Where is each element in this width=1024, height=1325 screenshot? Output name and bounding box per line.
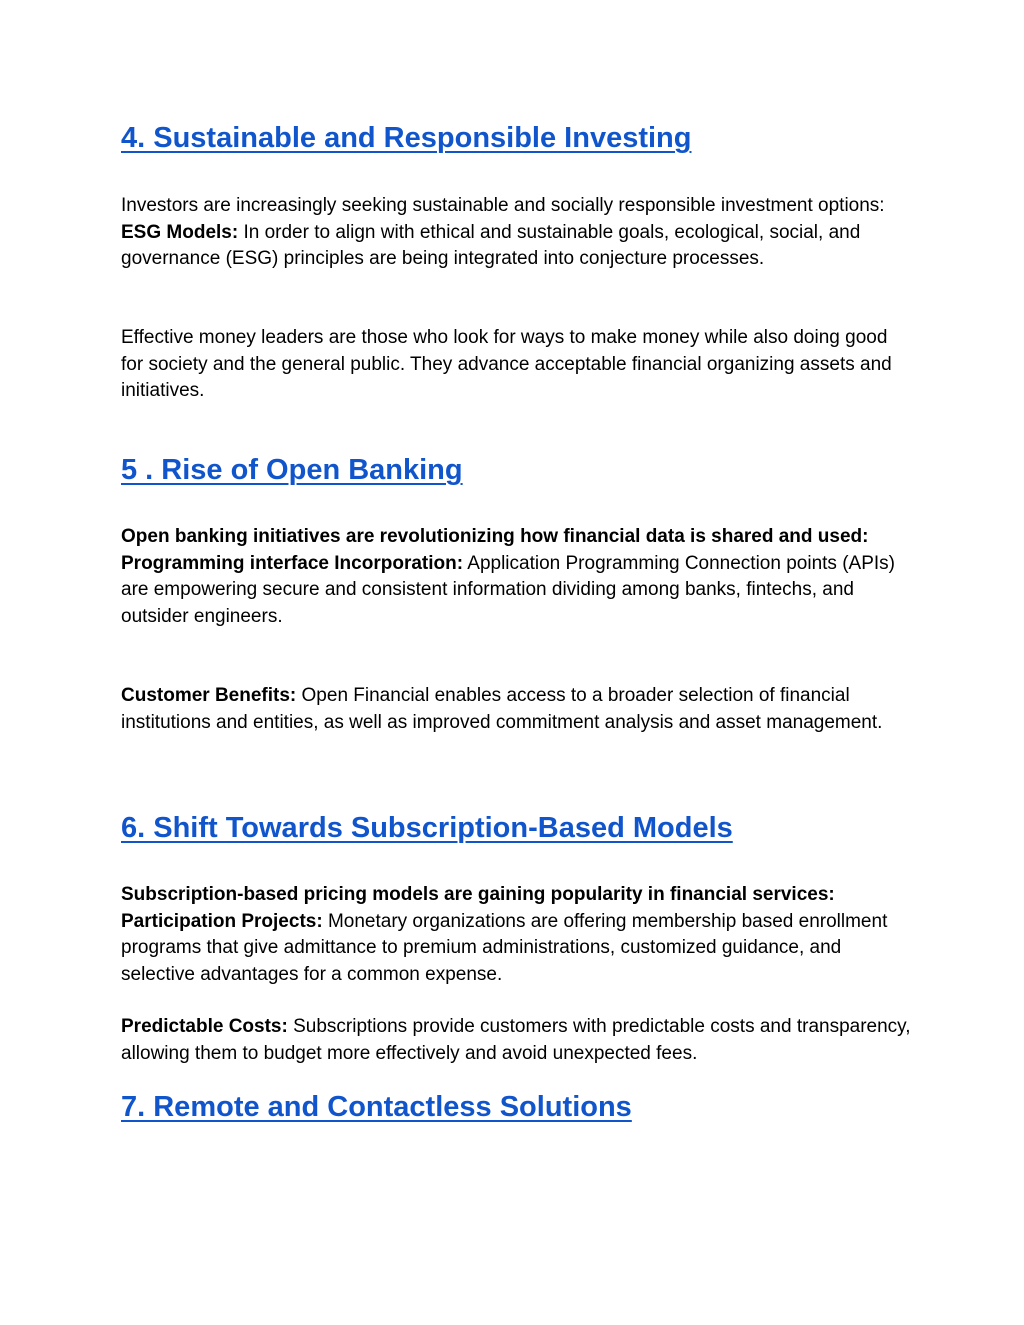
section-6-body [121,882,911,988]
section-4-esg-term: ESG Models: [121,221,239,243]
section-5-benefits-text: Open Financial enables access to a broader selection of financial institutions and entities, as well as improved commitment analysis and asset management. [121,685,883,733]
section-6-paragraph-2 [121,1014,911,1067]
section-5-api-text: Application Programming Connection points (APIs) are empowering secure and consistent information dividing among banks, fintechs, and outsider engineers. [121,552,895,627]
section-5-heading[interactable]: 5 . Rise of Open Banking [121,454,463,486]
section-6-costs-term: Predictable Costs: [121,1016,288,1037]
section-6-heading[interactable]: 6. Shift Towards Subscription-Based Models [121,812,733,844]
section-5-api-term: Programming interface Incorporation: [121,552,464,574]
section-4-heading[interactable]: 4. Sustainable and Responsible Investing [121,122,692,154]
section-6-intro: Subscription-based pricing models are gaining popularity in financial services: [121,884,835,905]
section-6-membership-term: Participation Projects: [121,910,323,932]
section-5-paragraph-2 [121,683,911,736]
section-5-benefits-term: Customer Benefits: [121,685,297,706]
section-4-esg-text: In order to align with ethical and sustainable goals, ecological, social, and governance (ESG) principles are being integrated into conjecture processes. [121,221,861,269]
section-4-intro: Investors are increasingly seeking sustainable and socially responsible investment options: [121,195,885,216]
section-7-heading[interactable]: 7. Remote and Contactless Solutions [121,1091,632,1123]
section-5-intro: Open banking initiatives are revolutionizing how financial data is shared and used: [121,526,869,547]
section-5-body [121,524,911,630]
section-6-membership-text: Monetary organizations are offering membership based enrollment programs that give admittance to premium administrations, customized guidance, and selective advantages for a common expense. [121,910,888,985]
section-4-body [121,193,911,273]
section-6-costs-text: Subscriptions provide customers with predictable costs and transparency, allowing them to budget more effectively and avoid unexpected fees. [121,1016,911,1064]
section-4-paragraph-2: Effective money leaders are those who look for ways to make money while also doing good for society and the general public. They advance acceptable financial organizing assets and initiatives. [121,327,892,401]
